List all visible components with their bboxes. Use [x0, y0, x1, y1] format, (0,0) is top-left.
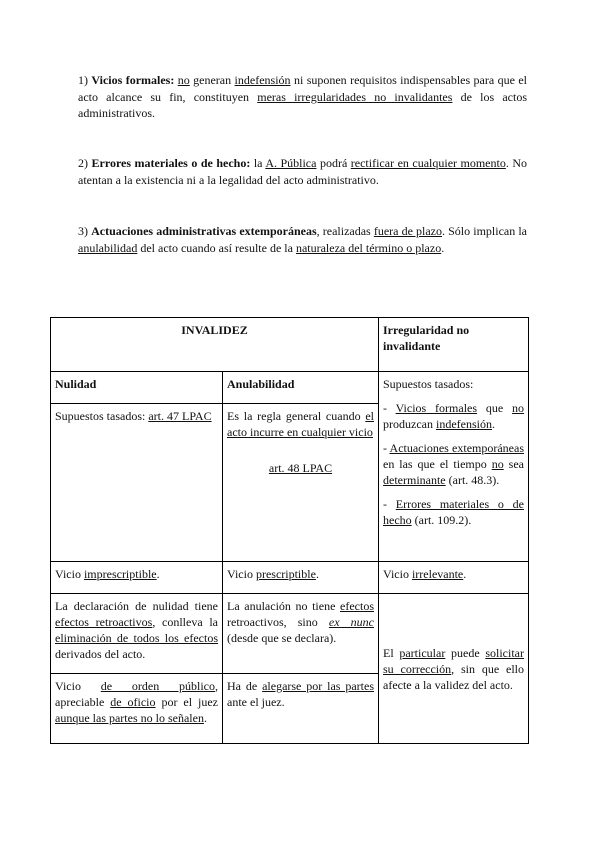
table-row — [51, 594, 529, 674]
bullet-vicios-formales: - Vicios formales que no produzcan indefensión. — [383, 401, 525, 431]
table-row — [51, 318, 529, 372]
cell-irregularidad-particular: El particular puede solicitar su corrección, sin que ello afecte a la validez del acto. — [379, 594, 529, 744]
cell-irregularidad-vicio: Vicio irrelevante. — [379, 562, 529, 594]
cell-anulabilidad-regla: Es la regla general cuando el acto incurre en cualquier vicio art. 48 LPAC — [223, 404, 379, 562]
cell-irregularidad-supuestos: Supuestos tasados: - Vicios formales que no produzcan indefensión. - Actuaciones extemporáneas en las que el tiempo no sea determinante (art. 48.3). - Errores materiales o de hecho (art. 109.2). — [379, 372, 529, 562]
cell-nulidad-efectos: La declaración de nulidad tiene efectos retroactivos, conlleva la eliminación de todos los efectos derivados del acto. — [51, 594, 223, 674]
cell-anulabilidad-alegarse: Ha de alegarse por las partes ante el juez. — [223, 674, 379, 744]
paragraph-vicios-formales: 1) Vicios formales: no generan indefensión ni suponen requisitos indispensables para que el acto alcance su fin, constituyen meras irregularidades no invalidantes de los actos administrativos. — [78, 73, 528, 120]
bullet-actuaciones-extemporaneas: - Actuaciones extemporáneas en las que el tiempo no sea determinante (art. 48.3). — [383, 441, 524, 487]
cell-nulidad-supuestos: Supuestos tasados: art. 47 LPAC — [51, 404, 223, 562]
paragraph-errores-materiales: 2) Errores materiales o de hecho: la A. Pública podrá rectificar en cualquier momento. No atentan a la existencia ni a la legalidad del acto administrativo. — [78, 156, 528, 187]
table-row — [51, 562, 529, 594]
term-errores-materiales: Errores materiales o de hecho: — [91, 156, 251, 170]
header-nulidad: Nulidad — [51, 372, 223, 404]
cell-anulabilidad-vicio: Vicio prescriptible. — [223, 562, 379, 594]
cell-anulabilidad-efectos: La anulación no tiene efectos retroactivos, sino ex nunc (desde que se declara). — [223, 594, 379, 674]
anulabilidad-article: art. 48 LPAC — [268, 461, 333, 475]
table-row — [51, 372, 529, 404]
bullet-errores-materiales: - Errores materiales o de hecho (art. 109.2). — [383, 497, 524, 527]
term-vicios-formales: Vicios formales: — [91, 73, 175, 87]
header-anulabilidad: Anulabilidad — [223, 372, 379, 404]
paragraph-actuaciones-extemporaneas: 3) Actuaciones administrativas extemporáneas, realizadas fuera de plazo. Sólo implican la anulabilidad del acto cuando así resulte de la naturaleza del término o plazo. — [78, 224, 527, 255]
cell-nulidad-orden-publico: Vicio de orden público, apreciable de oficio por el juez aunque las partes no lo señalen. — [51, 674, 223, 744]
header-invalidez: INVALIDEZ — [51, 318, 379, 372]
header-irregularidad: Irregularidad no invalidante — [379, 318, 529, 372]
invalidez-table — [50, 317, 529, 744]
term-actuaciones-extemporaneas: Actuaciones administrativas extemporáneas — [91, 224, 317, 238]
cell-nulidad-vicio: Vicio imprescriptible. — [51, 562, 223, 594]
